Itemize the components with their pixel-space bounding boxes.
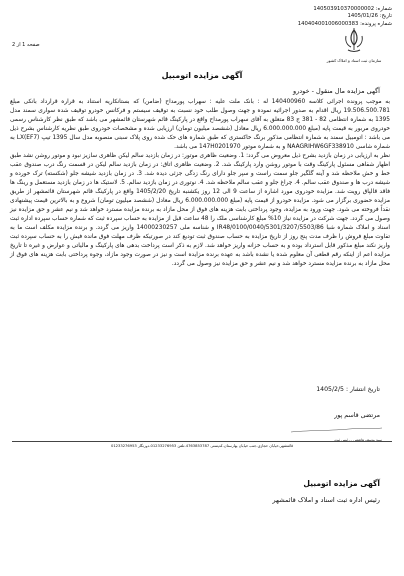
signature-line xyxy=(289,423,384,435)
signer-name: مرتضی قاسم پور xyxy=(334,412,380,419)
notice-paragraph: نظر به ارزیابی در زمان بازدید بشرح ذیل معروض می گردد: 1. وضعیت ظاهری موتور: در زمان بازدید سالم لیکن ظاهری سازیز نبود و موتور روشن نشد طبق اظهار شفاهی مسئول پارکینگ وقت با موتور روشن وارد پارکینگ شد. 2. وضعیت ظاهری اتاق: در زمان بازدید سالم لیکن در قسمت رنگ درب صندوق عقب خط و خش ملاحظه شد و آینه گلگیر جلو سمت راست و سپر جلو دارای رنگ زدگی جزئی دیده شد. 3. در زمان بازدید شیشه جلو (شکسته) ترک خورده و شیشه درب ها و صندوق عقب سالم. 4. چراغ جلو و عقب سالم ملاحظه شد. 4. نوتوری در زمان بازدید سالم. 5. لاستیک ها در زمان بازدید مستعمل و رینگ ها فاقد قالپاق رویت شد. مزایده خودروی مورد اشاره از ساعت 9 الی 12 روز یکشنبه تاریخ 1405/2/20 واقع در پارکینگ قائم شهرستان قائمشهر از طریق مزایده حضوری برگزار می شود. مزایده خودرو از قیمت پایه (مبلغ 6.000.000.000 ریال معادل (ششصد میلیون تومان) شروع و به بالاترین قیمت پیشنهادی نقداً فروخته می شود. جهت ورود به مزایده، وجود پرداختی بابت هزینه های فوق از محل مازاد به برنده مزایده مسترد خواهد شد و نیم عشر و حق مزایده نیز وصول می گردد. جهت شرکت در مزایده نیاز 10% مبلغ کارشناسی ملک را 48 ساعت قبل از مزایده به حساب سپرده ثبت که شماره حساب سپرده اداره ثبت اسناد و املاک شماره شبا IR48/0100/0040/5301/3207/5503/86 و شناسه ملی 14000230257 واریز می گردد. و برنده مزایده مکلف است ما به تفاوت مبلغ فروش را ظرف مدت پنج روز از تاریخ مزایده به حساب صندوق ثبت تودیع کند در صورتیکه ظرف مهلت فوق مانده فیش را به حساب سپرده ثبت واریز نکند مبلغ مذکور قابل استرداد بوده و به حساب خزانه واریز خواهد شد. لازم به ذکر است پرداخت بدهی های پارکینگ و مالیاتی و عوارض و غیره تا تاریخ مزایده اعم از اینکه رقم قطعی آن معلوم شده یا نشده باشد به عهده برنده مزایده است و نیز در صورت وجود مازاد، وجوه پرداختی بابت هزینه های فوق از محل مازاد به برنده مزایده مسترد خواهد شد و نیم عشر و حق مزایده نیز وصول می گردد. xyxy=(9,153,390,267)
page-title: آگهی مزایده اتومبیل xyxy=(161,71,243,80)
case-number: شماره پرونده: 140404001006000383 xyxy=(297,20,392,27)
document-number: شماره: 140503910370000002 xyxy=(313,6,392,12)
publication-date: تاریخ انتشار : 1405/2/5 xyxy=(316,386,380,393)
footer-divider xyxy=(12,441,392,442)
bottom-organization: رئیس اداره ثبت اسناد و املاک قائمشهر xyxy=(272,496,380,504)
bottom-title: آگهی مزایده اتومبیل xyxy=(303,479,380,488)
footer-address: قائمشهر-خیابان حجازی-جنب خیابان بهارستان-کدپستی 4763853787-تلفن 01233276953-دورنگار 01233276953 xyxy=(110,444,294,448)
page-number: صفحه 1 از 2 xyxy=(12,42,40,48)
document-meta xyxy=(262,6,392,28)
notice-subtitle: آگهی مزایده مال منقول - خودرو xyxy=(292,87,380,95)
stamp-caption: سید یوسف هاشمی - رئیس ثبت xyxy=(334,438,382,442)
organization-name: سازمان ثبت اسناد و املاک کشور xyxy=(326,58,382,63)
notice-paragraph: به موجب پرونده اجرائی کلاسه 140400960 له : بانک ملت علیه : سهراب پورمداح (ضامن) که بستانکاریه استناد به قراره قرارداد بانکی مبلغ 19.506.500.781 ریال اقدام به صدور اجرائیه نموده و جهت وصول طلب خود نسبت به توقیف سیستم و فرکانس خودرو توقیف شده سواری سمند مدل 1395 به شماره انتظامی 82 - 381 ج 83 متعلق به آقای سهراب پورمداح واقع در پارکینگ قائم شهرستان قائمشهر می باشد که طبق نظر کارشناس رسمی خودروی مربور به قیمت پایه (مبلغ 6.000.000.000 ریال معادل (ششصد میلیون تومان) ارزیابی شده و مشخصات خودروی طبق نظریه کارشناس بشرح ذیل می باشد : اتومبیل سمند به شماره انتظامی مذکور برنگ خاکستری که طبق شماره های حک شده روی پلاک سبنی منصوبه مدل سال 1395 تیپ LX(EF7) به شماره شاسی NAAGRIHW6GF338910 و به شماره موتور 147H0201970 می باشد. xyxy=(10,99,390,150)
document-date: تاریخ: 1405/01/26 xyxy=(347,13,392,20)
notice-body xyxy=(10,98,390,269)
emblem-icon xyxy=(334,26,374,56)
